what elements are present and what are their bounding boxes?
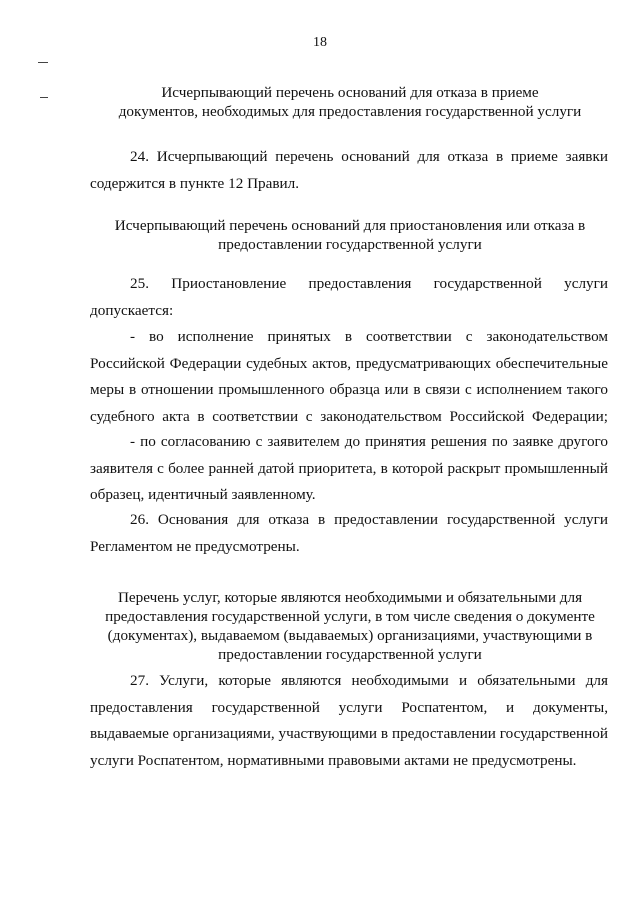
heading-line: предоставления государственной услуги, в том числе сведения о документе xyxy=(105,608,595,625)
list-item-applicant-agreement xyxy=(90,429,608,509)
heading-line: Исчерпывающий перечень оснований для приостановления или отказа в xyxy=(114,217,586,234)
heading-line: Перечень услуг, которые являются необходимыми и обязательными для xyxy=(117,589,583,606)
paragraph-line: выдаваемые организациями, участвующими в предоставлении государственной xyxy=(90,725,608,742)
section-heading xyxy=(84,588,616,664)
paragraph-25 xyxy=(90,271,608,324)
paragraph-line: меры в отношении промышленного образца или в связи с исполнением такого xyxy=(90,381,608,398)
paragraph-line: Регламентом не предусмотрены. xyxy=(90,537,300,555)
scan-mark xyxy=(38,62,48,63)
paragraph-line: 27. Услуги, которые являются необходимыми и обязательными для xyxy=(130,672,608,689)
section-heading xyxy=(84,83,616,121)
paragraph-line: предоставления государственной услуги Роспатентом, и документы, xyxy=(90,698,608,716)
heading-line: предоставлении государственной услуги xyxy=(218,236,482,253)
page-number: 18 xyxy=(313,35,327,50)
heading-line: предоставлении государственной услуги xyxy=(218,646,482,663)
paragraph-24 xyxy=(90,144,608,197)
paragraph-27 xyxy=(90,668,608,774)
section-heading xyxy=(84,216,616,254)
paragraph-line: услуги Роспатентом, нормативными правовыми актами не предусмотрены. xyxy=(90,751,577,769)
paragraph-line: содержится в пункте 12 Правил. xyxy=(90,174,300,192)
heading-line: Исчерпывающий перечень оснований для отказа в приеме xyxy=(161,84,539,101)
paragraph-line: образец, идентичный заявленному. xyxy=(90,486,316,503)
heading-line: документов, необходимых для предоставления государственной услуги xyxy=(118,103,582,120)
paragraph-line: 26. Основания для отказа в предоставлении государственной услуги xyxy=(130,511,608,528)
paragraph-26 xyxy=(90,507,608,560)
scan-mark xyxy=(40,97,48,98)
paragraph-line: заявителя с более ранней датой приоритета, в которой раскрыт промышленный xyxy=(90,459,608,477)
heading-line: (документах), выдаваемом (выдаваемых) организациями, участвующими в xyxy=(107,627,593,644)
paragraph-line: - по согласованию с заявителем до принятия решения по заявке другого xyxy=(130,433,608,450)
paragraph-line: 24. Исчерпывающий перечень оснований для отказа в приеме заявки xyxy=(130,148,608,165)
paragraph-line: 25. Приостановление предоставления государственной услуги xyxy=(130,275,608,292)
list-item-court-acts xyxy=(90,324,608,430)
paragraph-line: Российской Федерации судебных актов, предусматривающих обеспечительные xyxy=(90,354,608,372)
paragraph-line: - во исполнение принятых в соответствии с законодательством xyxy=(130,328,608,345)
paragraph-line: судебного акта в соответствии с законодательством Российской Федерации; xyxy=(90,407,608,425)
paragraph-line: допускается: xyxy=(90,301,174,319)
